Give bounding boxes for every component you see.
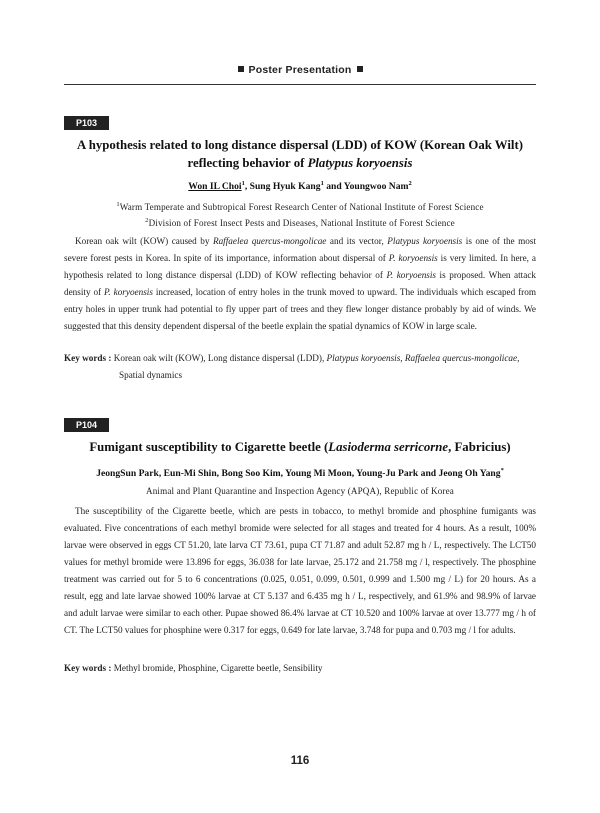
- keywords-text: Methyl bromide, Phosphine, Cigarette beetle, Sensibility: [113, 663, 323, 673]
- square-bullet-icon: [238, 66, 244, 72]
- affiliation-line: [64, 198, 536, 214]
- poster-code-badge: P104: [64, 418, 109, 432]
- keywords-continued: Spatial dynamics: [119, 370, 183, 380]
- author-name: , Sung Hyuk Kang: [244, 181, 321, 193]
- abstract-text: The susceptibility of the Cigarette beetle, which are pests in tobacco, to methyl bromide and phosphine fumigants was evaluated. Five concentrations of each methyl bromide were selected for all stages and treated for 4 hours. As a result, 100% larvae were observed in eggs CT 51.20, late larva CT 73.61, pupa CT 71.87 and adult 52.87 mg h / L, respectively. The LCT50 values for methyl bromide were 13.896 for eggs, 36.038 for late larvae, 25.172 and 21.758 mg / l, respectively. The phosphine treatment was carried out for 5 to 6 concentrations (0.025, 0.051, 0.099, 0.501, 0.999 and 1.500 mg / L) for 20 hours. As a result, egg and late larvae showed 100% larvae at CT 5.137 and 6.435 mg h / L, respectively, and 61.9% and 98.9% of larvae and adult larvae were similar to each other. Pupae showed 86.4% larvae at CT 10.520 and 100% larvae at over 13.777 mg / h of CT. The LCT50 values for phosphine were 0.317 for eggs, 0.649 for late larvae, 3.748 for pupa and 0.703 mg / l for adults.: [64, 506, 536, 635]
- affiliation-text: Warm Temperate and Subtropical Forest Research Center of National Institute of Forest Science: [119, 202, 484, 213]
- title-species: Lasioderma serricorne: [328, 440, 449, 454]
- author-names: JeongSun Park, Eun-Mi Shin, Bong Soo Kim, Young Mi Moon, Young-Ju Park and Jeong Oh Yang: [96, 468, 501, 480]
- author-name: and Youngwoo Nam: [323, 181, 409, 193]
- affiliation-mark: 1: [116, 201, 120, 208]
- section-header: [64, 64, 536, 76]
- author-affiliation-mark: 1: [241, 180, 245, 187]
- title-species: Platypus koryoensis: [307, 156, 413, 170]
- title-text: , Fabricius): [448, 440, 511, 454]
- keywords-label: Key words :: [64, 663, 114, 673]
- affiliation-line: [64, 214, 536, 230]
- page-number: 116: [290, 755, 310, 767]
- author-list: [64, 467, 536, 479]
- affiliations: [64, 198, 536, 230]
- paper-title: [64, 438, 536, 456]
- title-text: reflecting behavior of: [187, 156, 308, 170]
- affiliation-line: Animal and Plant Quarantine and Inspection Agency (APQA), Republic of Korea: [146, 486, 454, 496]
- affiliation-text: Division of Forest Insect Pests and Diseases, National Institute of Forest Science: [148, 218, 455, 229]
- poster-code-badge: P103: [64, 116, 109, 130]
- header-divider: [64, 84, 536, 85]
- keywords: [64, 660, 536, 677]
- section-header-title: Poster Presentation: [248, 64, 352, 76]
- author-affiliation-mark: 1: [320, 180, 324, 187]
- abstract-text: Korean oak wilt (KOW) caused by Raffaelea quercus-mongolicae and its vector, Platypus koryoensis is one of the most severe forest pests in Korea. In spite of its importance, information about dispersal of P. koryoensis is very limited. In here, a hypothesis related to long distance dispersal (LDD) of KOW reflecting behavior of P. koryoensis is proposed. When attack density of P. koryoensis increased, location of entry holes in the trunk moved to upward. The individuals which escaped from entry holes in upper trunk had potential to fly upper part of trees and they flew longer distance probably by aid of winds. We suggested that this density dependent dispersal of the beetle explain the spatial dynamics of KOW in large scale.: [64, 236, 537, 331]
- author-affiliation-mark: 2: [408, 180, 412, 187]
- affiliation-mark: 2: [145, 217, 149, 225]
- paper-title: [64, 136, 536, 172]
- author-list: [64, 180, 536, 192]
- keywords-label: Key words :: [64, 353, 114, 363]
- presenting-author: Won IL Choi: [188, 181, 242, 193]
- title-text: Fumigant susceptibility to Cigarette beetle (: [89, 440, 329, 454]
- square-bullet-icon: [357, 66, 363, 72]
- title-text: A hypothesis related to long distance dispersal (LDD) of KOW (Korean Oak Wilt): [76, 138, 524, 152]
- keywords: Key words : Korean oak wilt (KOW), Long distance dispersal (LDD), Platypus koryoensis, Raffaelea quercus-mongolicae, Spatial dynamics: [64, 350, 536, 384]
- corresponding-author-mark: *: [500, 467, 504, 474]
